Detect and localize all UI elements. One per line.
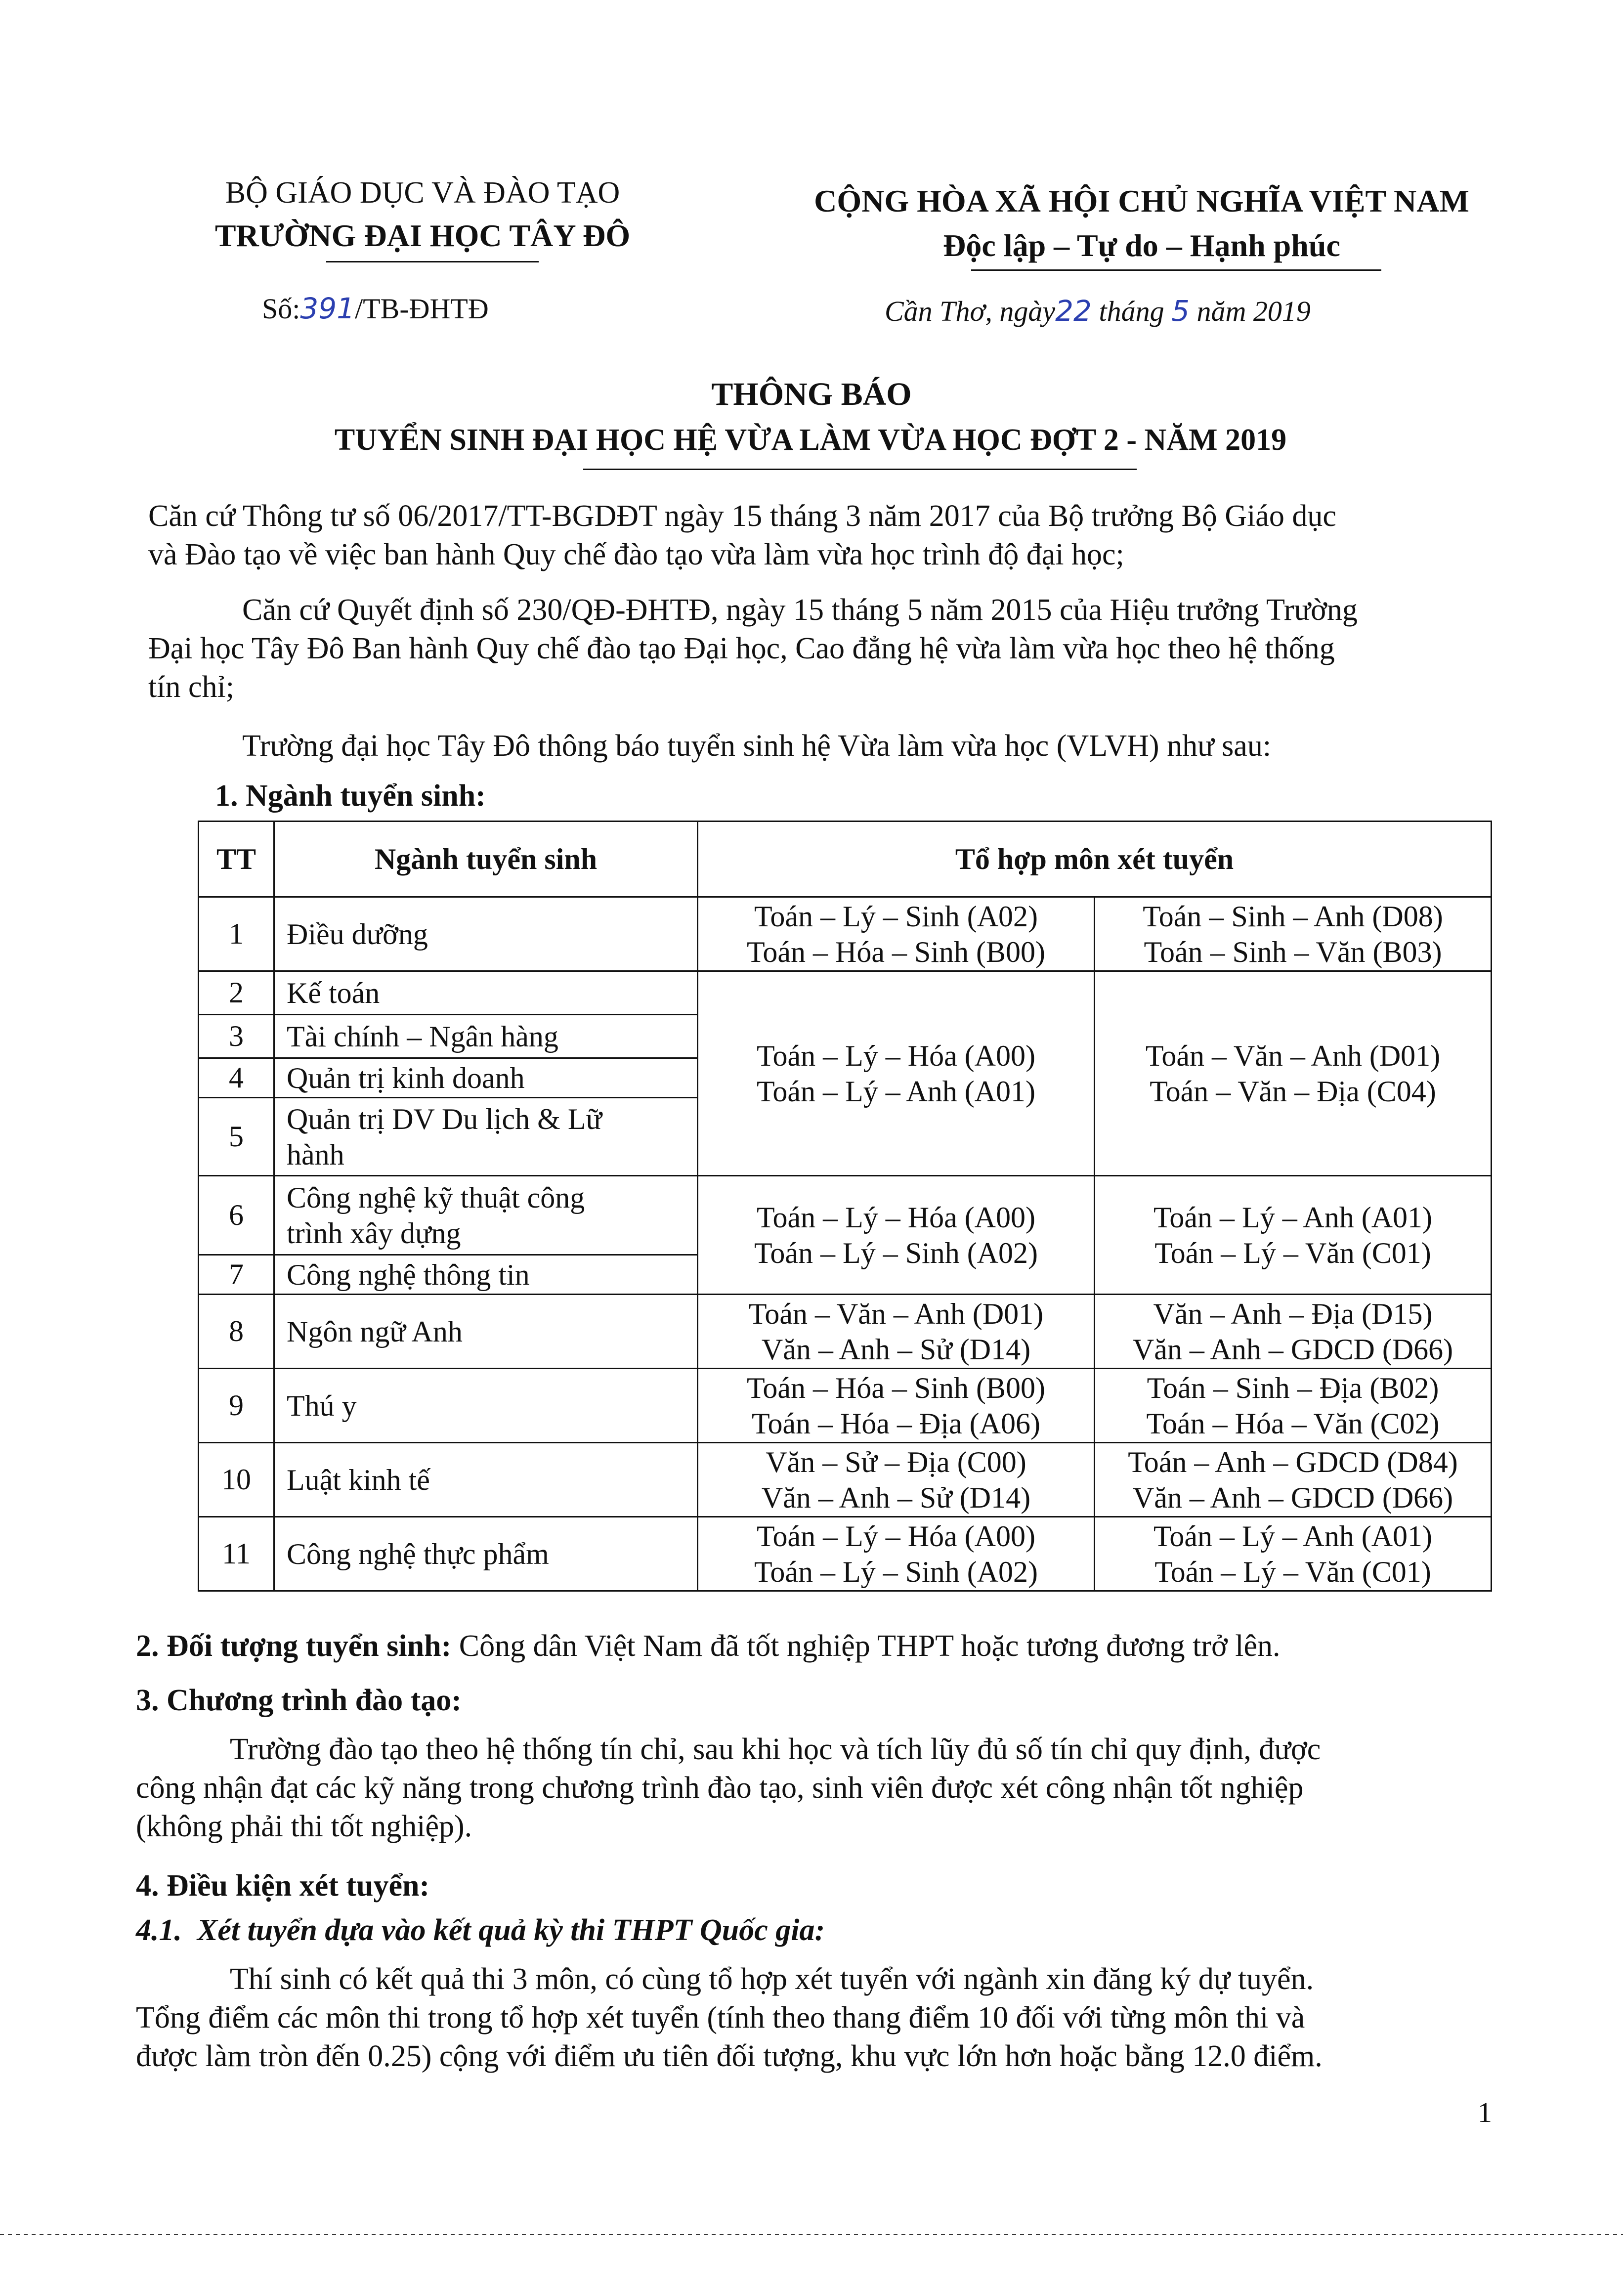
section-4-line-2: Tổng điểm các môn thi trong tổ hợp xét tuyển (tính theo thang điểm 10 đối với từng môn thi và — [136, 2001, 1305, 2035]
preamble-2-line-3: tín chỉ; — [148, 670, 234, 704]
preamble-1-line-2: và Đào tạo về việc ban hành Quy chế đào tạo vừa làm vừa học trình độ đại học; — [148, 538, 1124, 571]
doc-no-handwritten: 391 — [300, 292, 355, 325]
section-3-line-2: công nhận đạt các kỹ năng trong chương trình đào tạo, sinh viên được xét công nhận tốt nghiệp — [136, 1771, 1304, 1805]
table-row — [199, 1517, 1492, 1591]
header-to-hop: Tổ hợp môn xét tuyển — [698, 822, 1492, 897]
row-nganh — [274, 1176, 698, 1255]
date-day: 22 — [1055, 294, 1092, 328]
preamble-2-line-1: Căn cứ Quyết định số 230/QĐ-ĐHTĐ, ngày 15 tháng 5 năm 2015 của Hiệu trưởng Trường — [242, 593, 1358, 627]
row-nganh — [274, 1295, 698, 1369]
ministry-name: BỘ GIÁO DỤC VÀ ĐÀO TẠO — [225, 176, 620, 210]
preamble-2-line-2: Đại học Tây Đô Ban hành Quy chế đào tạo Đại học, Cao đẳng hệ vừa làm vừa học theo hệ thống — [148, 632, 1335, 665]
date-month: 5 — [1171, 294, 1190, 328]
combo-line: Văn – Sử – Địa (C00) — [766, 1445, 1026, 1478]
combo-line: Toán – Sinh – Văn (B03) — [1144, 935, 1442, 968]
school-name: TRƯỜNG ĐẠI HỌC TÂY ĐÔ — [214, 218, 631, 253]
preamble-1 — [148, 497, 1507, 574]
motto-underline — [971, 269, 1381, 271]
row-combo-2 — [1095, 897, 1492, 971]
row-combo-1 — [698, 897, 1095, 971]
combo-line: Văn – Anh – Sử (D14) — [761, 1481, 1031, 1514]
combo-line: Toán – Sinh – Anh (D08) — [1143, 900, 1443, 933]
nganh-line: Điều dưỡng — [287, 917, 428, 951]
document-number — [262, 292, 489, 325]
combo-line: Toán – Hóa – Địa (A06) — [752, 1407, 1040, 1440]
row-combo-2 — [1095, 1295, 1492, 1369]
row-tt: 9 — [199, 1369, 274, 1443]
combo-line: Toán – Văn – Anh (D01) — [748, 1297, 1044, 1330]
section-3-heading: 3. Chương trình đào tạo: — [136, 1684, 462, 1717]
date-prefix: Cần Thơ, ngày — [885, 295, 1056, 327]
row-nganh — [274, 1255, 698, 1295]
row-tt: 7 — [199, 1255, 274, 1295]
section-3-line-3: (không phải thi tốt nghiệp). — [136, 1810, 472, 1843]
preamble-3-line: Trường đại học Tây Đô thông báo tuyển sinh hệ Vừa làm vừa học (VLVH) như sau: — [242, 729, 1272, 763]
combo-line: Toán – Lý – Anh (A01) — [1153, 1201, 1433, 1234]
row-nganh — [274, 1517, 698, 1591]
group-combo-2 — [1095, 971, 1492, 1176]
row-nganh — [274, 1369, 698, 1443]
row-nganh — [274, 1098, 698, 1176]
table-row — [199, 1443, 1492, 1517]
combo-line: Toán – Sinh – Địa (B02) — [1147, 1371, 1439, 1404]
nganh-line: Luật kinh tế — [287, 1463, 430, 1496]
combo-line: Toán – Lý – Sinh (A02) — [754, 1236, 1038, 1269]
combo-line: Văn – Anh – Địa (D15) — [1153, 1297, 1433, 1330]
group-combo-1 — [698, 1176, 1095, 1295]
row-tt: 2 — [199, 971, 274, 1015]
combo-line: Toán – Lý – Anh (A01) — [756, 1075, 1036, 1108]
row-nganh — [274, 1058, 698, 1098]
preamble-3 — [242, 727, 1527, 765]
table-row — [199, 1369, 1492, 1443]
section-1-heading: 1. Ngành tuyển sinh: — [215, 779, 486, 813]
row-tt: 10 — [199, 1443, 274, 1517]
admission-table — [198, 821, 1492, 1592]
row-combo-1 — [698, 1443, 1095, 1517]
notice-subtitle: TUYỂN SINH ĐẠI HỌC HỆ VỪA LÀM VỪA HỌC ĐỢT 2 - NĂM 2019 — [334, 423, 1287, 457]
row-tt: 1 — [199, 897, 274, 971]
combo-line: Toán – Lý – Sinh (A02) — [754, 900, 1038, 933]
row-combo-2 — [1095, 1517, 1492, 1591]
row-tt: 4 — [199, 1058, 274, 1098]
combo-line: Văn – Anh – Sử (D14) — [761, 1333, 1031, 1366]
nganh-line: Tài chính – Ngân hàng — [287, 1020, 558, 1053]
table-row — [199, 1176, 1492, 1255]
row-tt: 3 — [199, 1015, 274, 1058]
row-tt: 5 — [199, 1098, 274, 1176]
section-3-body — [136, 1730, 1510, 1846]
nation-name: CỘNG HÒA XÃ HỘI CHỦ NGHĨA VIỆT NAM — [814, 183, 1469, 218]
row-tt: 6 — [199, 1176, 274, 1255]
row-combo-1 — [698, 1369, 1095, 1443]
doc-no-prefix: Số: — [262, 293, 300, 325]
combo-line: Toán – Lý – Hóa (A00) — [757, 1201, 1035, 1234]
header-nganh: Ngành tuyển sinh — [274, 822, 698, 897]
nganh-line: Công nghệ thông tin — [287, 1258, 530, 1291]
nganh-line: trình xây dựng — [287, 1216, 461, 1250]
table-header-row — [199, 822, 1492, 897]
section-2-text: Công dân Việt Nam đã tốt nghiệp THPT hoặc tương đương trở lên. — [459, 1629, 1281, 1663]
section-4-1-heading: 4.1. Xét tuyển dựa vào kết quả kỳ thi THPT Quốc gia: — [136, 1913, 825, 1947]
section-4-line-3: được làm tròn đến 0.25) cộng với điểm ưu tiên đối tượng, khu vực lớn hơn hoặc bằng 12.0 điểm. — [136, 2039, 1323, 2073]
table-row — [199, 1295, 1492, 1369]
combo-line: Toán – Hóa – Sinh (B00) — [746, 935, 1046, 968]
table-row — [199, 897, 1492, 971]
preamble-1-line-1: Căn cứ Thông tư số 06/2017/TT-BGDĐT ngày 15 tháng 3 năm 2017 của Bộ trưởng Bộ Giáo dục — [148, 499, 1336, 533]
nganh-line: Kế toán — [287, 976, 380, 1009]
nganh-line: Quản trị kinh doanh — [287, 1061, 525, 1094]
combo-line: Toán – Lý – Văn (C01) — [1154, 1236, 1431, 1269]
section-3-line-1: Trường đào tạo theo hệ thống tín chỉ, sau khi học và tích lũy đủ số tín chỉ quy định, được — [230, 1733, 1321, 1766]
nganh-line: Thú y — [287, 1389, 357, 1422]
school-underline — [326, 261, 539, 262]
row-nganh — [274, 971, 698, 1015]
nganh-line: Ngôn ngữ Anh — [287, 1315, 463, 1348]
row-nganh — [274, 897, 698, 971]
doc-no-suffix: /TB-ĐHTĐ — [355, 293, 489, 325]
date-month-label: tháng — [1099, 295, 1164, 327]
issue-date — [885, 294, 1311, 328]
combo-line: Văn – Anh – GDCD (D66) — [1132, 1333, 1453, 1366]
combo-line: Toán – Hóa – Văn (C02) — [1146, 1407, 1440, 1440]
row-combo-1 — [698, 1517, 1095, 1591]
title-underline — [583, 469, 1137, 470]
combo-line: Toán – Lý – Hóa (A00) — [757, 1519, 1035, 1553]
table-row — [199, 971, 1492, 1015]
combo-line: Toán – Lý – Hóa (A00) — [757, 1039, 1035, 1072]
nganh-line: Công nghệ kỹ thuật công — [287, 1181, 585, 1214]
notice-title: THÔNG BÁO — [711, 376, 912, 412]
nganh-line: Công nghệ thực phẩm — [287, 1537, 549, 1570]
preamble-2 — [148, 591, 1507, 706]
section-2-heading: 2. Đối tượng tuyển sinh: — [136, 1629, 452, 1663]
scan-edge-line — [0, 2234, 1623, 2235]
combo-line: Toán – Hóa – Sinh (B00) — [746, 1371, 1046, 1404]
combo-line: Toán – Lý – Anh (A01) — [1153, 1519, 1433, 1553]
combo-line: Toán – Văn – Địa (C04) — [1150, 1075, 1436, 1108]
group-combo-2 — [1095, 1176, 1492, 1295]
combo-line: Toán – Lý – Văn (C01) — [1154, 1555, 1431, 1588]
row-combo-2 — [1095, 1369, 1492, 1443]
combo-line: Toán – Anh – GDCD (D84) — [1128, 1445, 1458, 1478]
section-4-line-1: Thí sinh có kết quả thi 3 môn, có cùng tổ hợp xét tuyển với ngành xin đăng ký dự tuyển. — [230, 1962, 1314, 1996]
combo-line: Toán – Văn – Anh (D01) — [1145, 1039, 1441, 1072]
header-tt: TT — [199, 822, 274, 897]
row-tt: 8 — [199, 1295, 274, 1369]
section-4-heading: 4. Điều kiện xét tuyển: — [136, 1869, 430, 1903]
date-year: năm 2019 — [1196, 295, 1311, 327]
combo-line: Toán – Lý – Sinh (A02) — [754, 1555, 1038, 1588]
section-2 — [136, 1629, 1280, 1664]
row-nganh — [274, 1443, 698, 1517]
row-combo-1 — [698, 1295, 1095, 1369]
combo-line: Văn – Anh – GDCD (D66) — [1132, 1481, 1453, 1514]
group-combo-1 — [698, 971, 1095, 1176]
row-combo-2 — [1095, 1443, 1492, 1517]
page-number: 1 — [1478, 2096, 1492, 2128]
motto: Độc lập – Tự do – Hạnh phúc — [943, 228, 1340, 263]
row-tt: 11 — [199, 1517, 274, 1591]
nganh-line: hành — [287, 1138, 344, 1171]
row-nganh — [274, 1015, 698, 1058]
section-4-1-body — [136, 1960, 1510, 2076]
nganh-line: Quản trị DV Du lịch & Lữ — [287, 1102, 602, 1135]
